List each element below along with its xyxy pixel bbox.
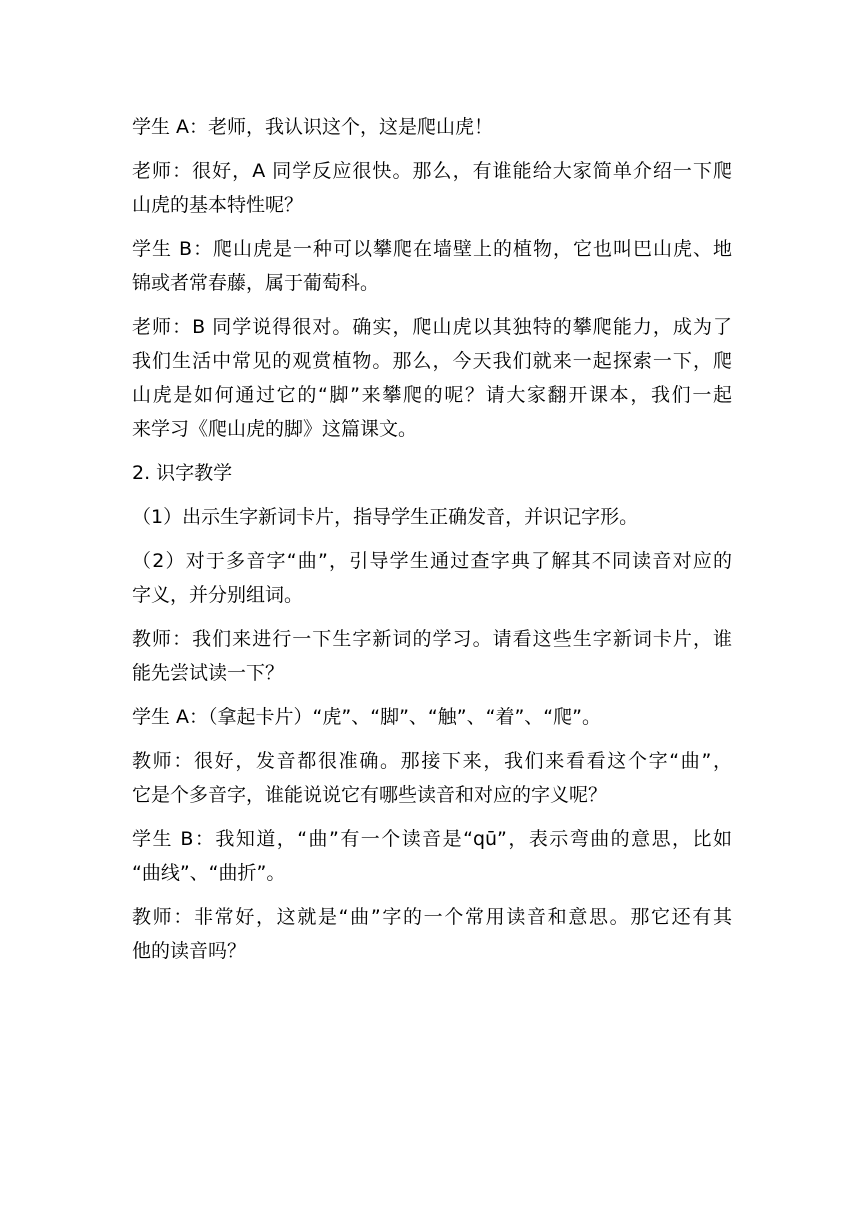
paragraph-student-a-2 (132, 700, 732, 734)
paragraph-line: “曲线”、“曲折”。 (132, 862, 286, 884)
paragraph-line: 山虎是如何通过它的“脚”来攀爬的呢？请大家翻开课本，我们一起 (132, 384, 732, 406)
section-heading (132, 456, 732, 490)
paragraph-line: 山虎的基本特性呢？ (132, 194, 304, 216)
paragraph-line: （1）出示生字新词卡片，指导学生正确发音，并识记字形。 (132, 506, 639, 528)
paragraph-teacher-2 (132, 310, 732, 446)
paragraph-line: 学生 A：老师，我认识这个，这是爬山虎！ (132, 116, 494, 138)
paragraph-line: （2）对于多音字“曲”，引导学生通过查字典了解其不同读音对应的 (132, 550, 732, 572)
paragraph-line: 教师：很好，发音都很准确。那接下来，我们来看看这个字“曲”， (132, 750, 732, 772)
paragraph-teacher-1 (132, 154, 732, 222)
paragraph-line: 教师：我们来进行一下生字新词的学习。请看这些生字新词卡片，谁 (132, 628, 732, 650)
paragraph-line: 来学习《爬山虎的脚》这篇课文。 (132, 418, 418, 440)
paragraph-student-b-2 (132, 822, 732, 890)
paragraph-line: 学生 B：爬山虎是一种可以攀爬在墙壁上的植物，它也叫巴山虎、地 (132, 238, 732, 260)
paragraph-line: 字义，并分别组词。 (132, 584, 304, 606)
heading-line: 2. 识字教学 (132, 462, 233, 484)
paragraph-line: 教师：非常好，这就是“曲”字的一个常用读音和意思。那它还有其 (132, 906, 732, 928)
paragraph-line: 老师：很好，A 同学反应很快。那么，有谁能给大家简单介绍一下爬 (132, 160, 732, 182)
paragraph-line: 它是个多音字，谁能说说它有哪些读音和对应的字义呢？ (132, 784, 608, 806)
document-body (132, 110, 732, 968)
paragraph-step-1 (132, 500, 732, 534)
paragraph-line: 学生 A：（拿起卡片）“虎”、“脚”、“触”、“着”、“爬”。 (132, 706, 601, 728)
paragraph-line: 学生 B：我知道，“曲”有一个读音是“qū”，表示弯曲的意思，比如 (132, 828, 732, 850)
paragraph-line: 锦或者常春藤，属于葡萄科。 (132, 272, 380, 294)
paragraph-line: 他的读音吗？ (132, 940, 247, 962)
paragraph-student-b-1 (132, 232, 732, 300)
paragraph-line: 能先尝试读一下？ (132, 662, 285, 684)
paragraph-student-a-1 (132, 110, 732, 144)
paragraph-line: 老师：B 同学说得很对。确实，爬山虎以其独特的攀爬能力，成为了 (132, 316, 732, 338)
paragraph-line: 我们生活中常见的观赏植物。那么，今天我们就来一起探索一下，爬 (132, 350, 732, 372)
paragraph-teacher-5 (132, 900, 732, 968)
paragraph-teacher-4 (132, 744, 732, 812)
paragraph-teacher-3 (132, 622, 732, 690)
paragraph-step-2 (132, 544, 732, 612)
